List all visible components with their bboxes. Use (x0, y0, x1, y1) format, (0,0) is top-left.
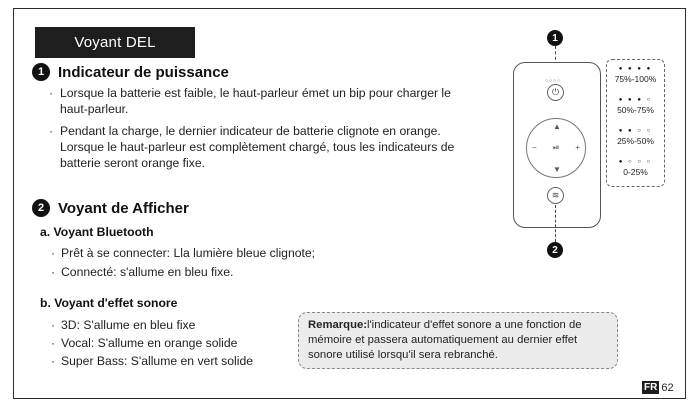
page-title: Voyant DEL (35, 27, 195, 58)
play-pause-icon: ⏯ (553, 143, 560, 152)
section1-bullet-2: · Pendant la charge, le dernier indicateur de batterie clignote en orange. Lorsque le haut-parleur est complètement chargé, tous les indicateurs de batterie seront orange fixe. (49, 124, 455, 170)
bullet-dot: · (49, 86, 54, 100)
sub-a-heading: a. Voyant Bluetooth (40, 225, 154, 239)
sub-b-bullet-3: · Super Bass: S'allume en vert solide (51, 354, 254, 368)
battery-level-2: ● ● ● ○ 50%-75% (606, 96, 665, 116)
sub-b-bullet-2: · Vocal: S'allume en orange solide (51, 336, 238, 350)
down-arrow-icon: ▼ (553, 165, 561, 174)
language-badge: FR (644, 382, 658, 393)
battery-dots-icon: ● ● ● ○ (618, 97, 653, 103)
up-arrow-icon: ▲ (553, 122, 561, 131)
section2-title: Voyant de Afficher (58, 199, 189, 217)
sub-b-bullet-1: · 3D: S'allume en bleu fixe (51, 318, 196, 332)
bluetooth-button-icon: ≋ (547, 187, 564, 204)
sub-a-bullet-2: · Connecté: s'allume en bleu fixe. (51, 265, 234, 279)
remark-box (298, 312, 618, 369)
sub-a-bullet-1: · Prêt à se connecter: Lla lumière bleue clignote; (51, 246, 316, 260)
section1-title: Indicateur de puissance (58, 63, 229, 81)
battery-level-3: ● ● ○ ○ 25%-50% (606, 127, 665, 147)
section1-bullet-1: · Lorsque la batterie est faible, le haut-parleur émet un bip pour charger le haut-parleur. (49, 86, 451, 116)
minus-icon: − (532, 143, 537, 152)
page-number: 62 (661, 381, 674, 394)
battery-dots-icon: ● ● ○ ○ (618, 128, 653, 134)
section1-heading (32, 63, 229, 81)
callout-2: 2 (547, 242, 563, 258)
power-button-icon: ⏻ (547, 84, 564, 101)
remark-text: l'indicateur d'effet sonore a une fonction de mémoire et passera automatiquement au dernier effet sonore utilisé lorsqu'il sera rebranché. (308, 319, 582, 361)
section1-number: 1 (32, 63, 50, 81)
battery-dots-icon: ● ● ● ● (618, 66, 653, 72)
remark-label: Remarque: (308, 319, 368, 331)
section2-number: 2 (32, 199, 50, 217)
dpad-icon (526, 118, 586, 178)
plus-icon: + (575, 143, 580, 152)
battery-dots-icon: ● ○ ○ ○ (618, 159, 653, 165)
sub-b-heading: b. Voyant d'effet sonore (40, 296, 178, 310)
section2-heading (32, 199, 189, 217)
bullet-dot: · (49, 124, 54, 138)
battery-level-1: ● ● ● ● 75%-100% (606, 65, 665, 85)
callout-1: 1 (547, 30, 563, 46)
battery-level-4: ● ○ ○ ○ 0-25% (606, 158, 665, 178)
callout-2-line (555, 205, 556, 242)
page-footer (642, 381, 674, 394)
battery-led-row-icon: ○○○○ (545, 78, 562, 84)
